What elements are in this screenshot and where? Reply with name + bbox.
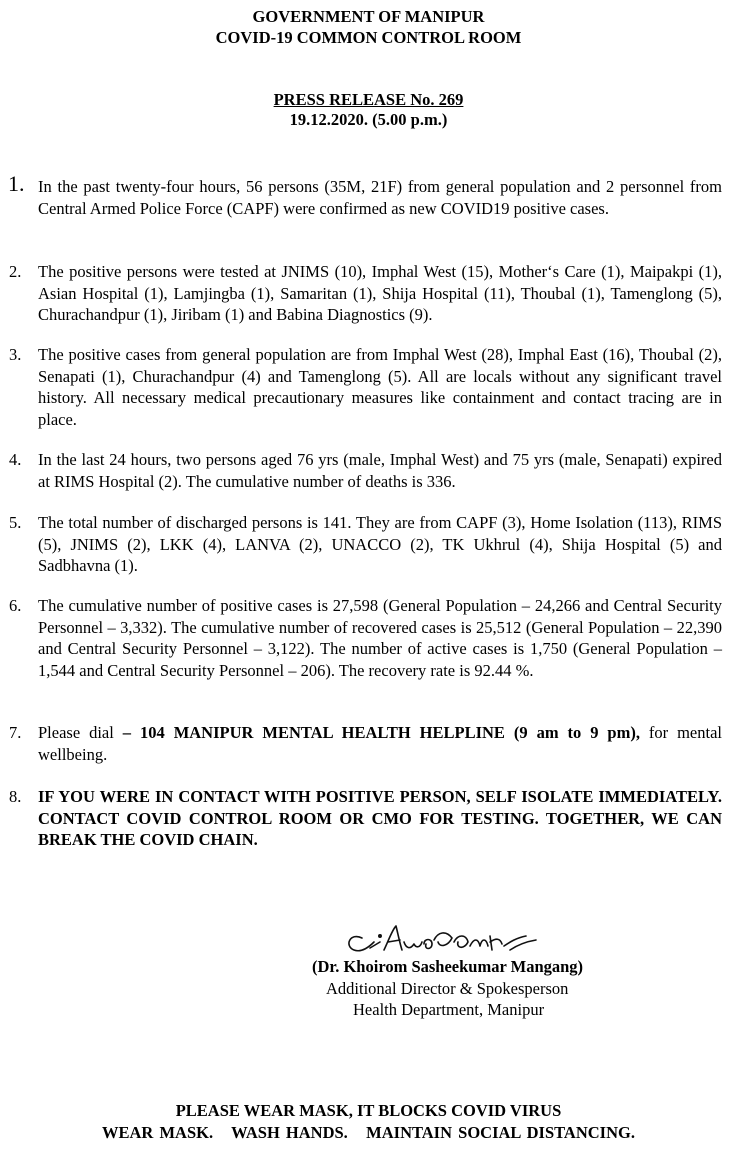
- item-number: 5.: [9, 513, 22, 532]
- list-item: [9, 512, 722, 577]
- signatory-department: Health Department, Manipur: [353, 1000, 545, 1019]
- item-number: 2.: [9, 262, 22, 281]
- item-number: 1.: [8, 171, 25, 196]
- list-item: [9, 449, 722, 492]
- item-number: 4.: [9, 450, 22, 469]
- item-number: 6.: [9, 596, 22, 615]
- footer-line-advice: WEAR MASK. WASH HANDS. MAINTAIN SOCIAL DISTANCING.: [102, 1122, 635, 1142]
- item-text-lead: Please dial: [38, 723, 123, 742]
- press-release-heading: [0, 90, 737, 130]
- item-text: The total number of discharged persons is 141. They are from CAPF (3), Home Isolation (113), RIMS (5), JNIMS (2), LKK (4), LANVA (2), UNACCO (2), TK Ukhrul (4), Shija Hospital (5) and Sadbhavna (1).: [38, 513, 722, 575]
- press-release-number: PRESS RELEASE No. 269: [273, 90, 464, 109]
- letterhead: [0, 6, 737, 48]
- list-item: [9, 261, 722, 326]
- press-release-datetime: 19.12.2020. (5.00 p.m.): [289, 110, 448, 129]
- item-text: The cumulative number of positive cases is 27,598 (General Population – 24,266 and Central Security Personnel – 3,332). The cumulative number of recovered cases is 25,512 (General Population – 22,390 and Central Security Personnel – 3,122). The number of active cases is 1,750 (General Population – 1,544 and Central Security Personnel – 206). The recovery rate is 92.44 %.: [38, 596, 722, 680]
- header-control-room: COVID-19 COMMON CONTROL ROOM: [215, 28, 522, 47]
- footer-slogan: [0, 1100, 737, 1143]
- item-text: The positive persons were tested at JNIMS (10), Imphal West (15), Mother‘s Care (1), Maipakpi (1), Asian Hospital (1), Lamjingba (1), Samaritan (1), Shija Hospital (11), Thoubal (1), Tamenglong (5), Churachandpur (1), Jiribam (1) and Babina Diagnostics (9).: [38, 262, 722, 324]
- item-text: IF YOU WERE IN CONTACT WITH POSITIVE PERSON, SELF ISOLATE IMMEDIATELY. CONTACT COVID CONTROL ROOM OR CMO FOR TESTING. TOGETHER, WE CAN BREAK THE COVID CHAIN.: [38, 787, 722, 849]
- list-item: [9, 786, 722, 851]
- helpline-text: – 104 MANIPUR MENTAL HEALTH HELPLINE (9 am to 9 pm),: [122, 723, 640, 742]
- signatory-role: Additional Director & Spokesperson: [326, 978, 569, 998]
- item-number: 7.: [9, 723, 22, 742]
- header-government: GOVERNMENT OF MANIPUR: [252, 7, 485, 26]
- item-number: 8.: [9, 787, 22, 806]
- item-number: 3.: [9, 345, 22, 364]
- signatory-block: [300, 956, 630, 1021]
- signatory-name: (Dr. Khoirom Sasheekumar Mangang): [312, 957, 584, 976]
- list-item: [8, 171, 722, 219]
- footer-line-mask: PLEASE WEAR MASK, IT BLOCKS COVID VIRUS: [175, 1101, 562, 1120]
- list-item: [9, 722, 722, 765]
- list-item: [9, 595, 722, 681]
- list-item: [9, 344, 722, 430]
- item-text: In the past twenty-four hours, 56 persons (35M, 21F) from general population and 2 personnel from Central Armed Police Force (CAPF) were confirmed as new COVID19 positive cases.: [38, 177, 722, 218]
- item-text-tail: for mental wellbeing.: [38, 723, 722, 764]
- item-text: In the last 24 hours, two persons aged 76 yrs (male, Imphal West) and 75 yrs (male, Senapati) expired at RIMS Hospital (2). The cumulative number of deaths is 336.: [38, 450, 722, 491]
- item-text: The positive cases from general population are from Imphal West (28), Imphal East (16), Thoubal (2), Senapati (1), Churachandpur (4) and Tamenglong (5). All are locals without any significant travel history. All necessary medical precautionary measures like containment and contact tracing are in place.: [38, 345, 722, 429]
